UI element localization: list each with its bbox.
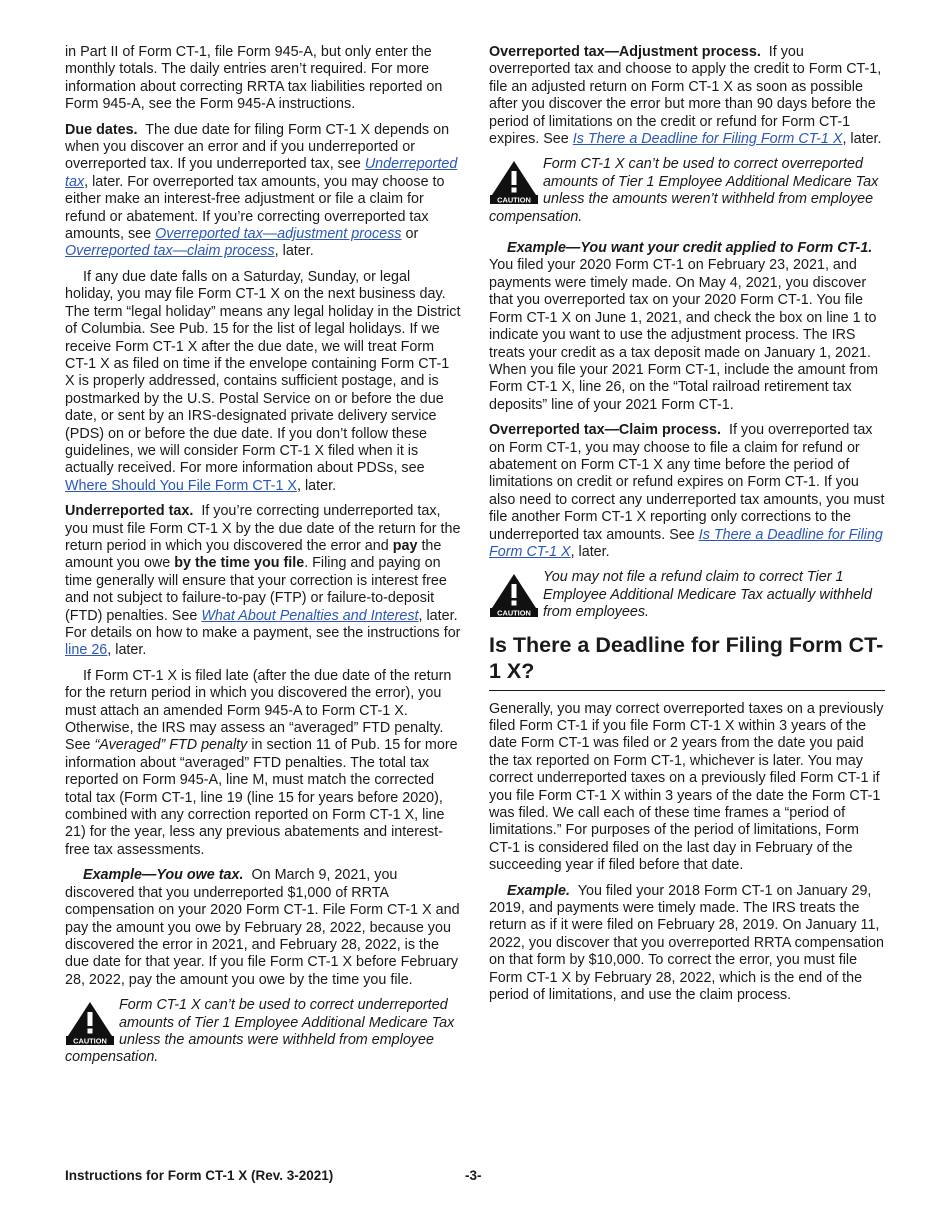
caution-icon bbox=[489, 573, 539, 617]
period-of-limitations-paragraph: Generally, you may correct overreported taxes on a previously filed Form CT-1 if you file Form CT-1 X within 3 years of the date Form CT-1 was filed or 2 years from the date you paid the tax reported on Form CT-1, whichever is later. You may correct underreported taxes on a previously filed Form CT-1 if you file Form CT-1 X within 3 years of the date the Form CT-1 was filed. We call each of these time frames a “period of limitations.” For purposes of the period of limitations, Form CT-1 is considered filed on the last day in February of the succeeding year if filed before that date. bbox=[489, 700, 884, 874]
intro-paragraph: in Part II of Form CT-1, file Form 945-A, but only enter the monthly totals. The daily entries aren’t required. For more information about correcting RRTA tax liabilities reported on Form 945-A, see the Form 945-A instructions. bbox=[65, 44, 443, 113]
underreported-heading: Underreported tax. bbox=[65, 503, 194, 520]
caution-label: CAUTION bbox=[497, 608, 531, 618]
example-owe-tax-paragraph: Example—You owe tax. On March 9, 2021, you discovered that you underreported $1,000 of RRTA compensation on your 2020 Form CT-1. File Form CT-1 X and pay the amount you owe by February 28, 2022, because you discovered the error in 2021, and February 28, 2022, is the due date for that year. If you file Form CT-1 X before February 28, 2022, pay the amount you owe by the time you file. bbox=[65, 867, 460, 988]
underreported-paragraph: Underreported tax. If you’re correcting underreported tax, you must file Form CT-1 X by the due date of the return for the return period in which you discovered the error and pay the amount you owe by the time you file. Filing and paying on time generally will ensure that your correction is interest free and not subject to failure-to-pay (FTP) or failure-to-deposit (FTD) penalties. See What About Penalties and Interest, later. For details on how to make a payment, see the instructions for line 26, later. bbox=[65, 503, 461, 659]
example-heading: Example. bbox=[507, 882, 570, 899]
section-heading: Is There a Deadline for Filing Form CT-1 X? bbox=[489, 632, 885, 691]
adjustment-process-heading: Overreported tax—Adjustment process. bbox=[489, 44, 761, 60]
where-to-file-link[interactable]: Where Should You File Form CT-1 X bbox=[65, 477, 297, 494]
caution-label: CAUTION bbox=[73, 1036, 107, 1046]
example-owe-tax-heading: Example—You owe tax. bbox=[83, 867, 244, 884]
caution-note bbox=[489, 156, 885, 226]
right-column bbox=[489, 44, 885, 1013]
footer-title: Instructions for Form CT-1 X (Rev. 3-2021) bbox=[65, 1168, 334, 1183]
caution-text: Form CT-1 X can’t be used to correct overreported amounts of Tier 1 Employee Additional Medicare Tax unless the amounts weren’t withheld from employee compensation. bbox=[489, 156, 879, 225]
deadline-link[interactable]: Is There a Deadline for Filing Form CT-1 X bbox=[489, 526, 883, 560]
due-dates-heading: Due dates. bbox=[65, 121, 138, 138]
due-dates-paragraph: Due dates. The due date for filing Form CT-1 X depends on when you discover an error and if you underreported or overreported tax. If you underreported tax, see Underreported tax, later. For overreported tax amounts, you may choose to either make an interest-free adjustment or file a claim for refund or abatement. If you’re correcting overreported tax amounts, see Overreported tax—adjustment process or Overreported tax—claim process, later. bbox=[65, 121, 458, 260]
holiday-paragraph: If any due date falls on a Saturday, Sunday, or legal holiday, you may file Form CT-1 X on the next business day. The term “legal holiday” means any legal holiday in the District of Columbia. See Pub. 15 for the list of legal holidays. If we receive Form CT-1 X after the due date, we will treat Form CT-1 X as filed on time if the envelope containing Form CT-1 X is properly addressed, contains sufficient postage, and is postmarked by the U.S. Postal Service on or before the due date, or sent by an IRS-designated private delivery service (PDS) on or before the due date. If you don’t follow these guidelines, we will consider Form CT-1 X filed when it is actually received. For more information about PDSs, see Where Should You File Form CT-1 X, later. bbox=[65, 268, 461, 494]
left-column bbox=[65, 44, 461, 1075]
example-credit-heading: Example—You want your credit applied to Form CT-1. bbox=[507, 240, 873, 257]
line-26-link[interactable]: line 26 bbox=[65, 642, 108, 659]
page-footer bbox=[65, 1168, 885, 1188]
claim-process-paragraph: Overreported tax—Claim process. If you overreported tax on Form CT-1, you may choose to file a claim for refund or abatement on Form CT-1 X any time before the period of limitations on credit or refund expires on Form CT-1. If you also need to correct any underreported tax amounts, you must file another Form CT-1 X reporting only corrections to the underreported tax amounts. See Is There a Deadline for Filing Form CT-1 X, later. bbox=[489, 422, 885, 560]
late-filing-paragraph: If Form CT-1 X is filed late (after the due date of the return for the return period in which you discovered the error), you must attach an amended Form 945-A to Form CT-1 X. Otherwise, the IRS may assess an “averaged” FTD penalty. See “Averaged” FTD penalty in section 11 of Pub. 15 for more information about “averaged” FTD penalties. The total tax reported on Form 945-A, line M, must match the corrected total tax (Form CT-1, line 19 (line 15 for years before 2020), combined with any correction reported on Form CT-1 X, line 21) for the year, less any previous abatements and interest-free tax assessments. bbox=[65, 667, 458, 858]
claim-process-heading: Overreported tax—Claim process. bbox=[489, 422, 721, 439]
page-number: -3- bbox=[465, 1168, 482, 1183]
penalties-interest-link[interactable]: What About Penalties and Interest bbox=[201, 607, 419, 624]
caution-text: Form CT-1 X can’t be used to correct underreported amounts of Tier 1 Employee Additional Medicare Tax unless the amounts were withheld from employee compensation. bbox=[65, 997, 455, 1066]
underreported-tax-link[interactable]: Underreported tax bbox=[65, 156, 458, 190]
adjustment-process-link[interactable]: Overreported tax—adjustment process bbox=[155, 226, 402, 243]
caution-icon bbox=[489, 160, 539, 204]
example-credit-paragraph: Example—You want your credit applied to Form CT-1. You filed your 2020 Form CT-1 on February 23, 2021, and payments were timely made. On May 4, 2021, you discover that you overreported tax on your 2020 Form CT-1. You file Form CT-1 X on June 1, 2021, and check the box on line 1 to indicate you want to use the adjustment process. The IRS treats your credit as a tax deposit made on January 1, 2021. When you file your 2021 Form CT-1, include the amount from Form CT-1 X, line 26, on the “Total railroad retirement tax deposits” line of your 2021 Form CT-1. bbox=[489, 240, 879, 413]
caution-icon bbox=[65, 1001, 115, 1045]
caution-note bbox=[489, 569, 885, 621]
caution-note bbox=[65, 997, 461, 1067]
caution-text: You may not file a refund claim to correct Tier 1 Employee Additional Medicare Tax actually withheld from employees. bbox=[543, 569, 873, 621]
adjustment-process-paragraph: Overreported tax—Adjustment process. If you overreported tax and choose to apply the credit to Form CT-1, file an adjusted return on Form CT-1 X as soon as possible after you discover the error but more than 90 days before the period of limitations on the credit or refund for Form CT-1 expires. See Is There a Deadline for Filing Form CT-1 X, later. bbox=[489, 44, 882, 148]
claim-process-link[interactable]: Overreported tax—claim process bbox=[65, 243, 275, 260]
deadline-link[interactable]: Is There a Deadline for Filing Form CT-1 X bbox=[572, 131, 843, 148]
example-paragraph: Example. You filed your 2018 Form CT-1 on January 29, 2019, and payments were timely made. The IRS treats the return as if it were filed on February 28, 2019. On January 11, 2022, you discover that you overreported RRTA compensation on that form by $10,000. To correct the error, you must file Form CT-1 X by February 28, 2022, which is the end of the period of limitations, and use the claim process. bbox=[489, 882, 884, 1004]
caution-label: CAUTION bbox=[497, 195, 531, 205]
